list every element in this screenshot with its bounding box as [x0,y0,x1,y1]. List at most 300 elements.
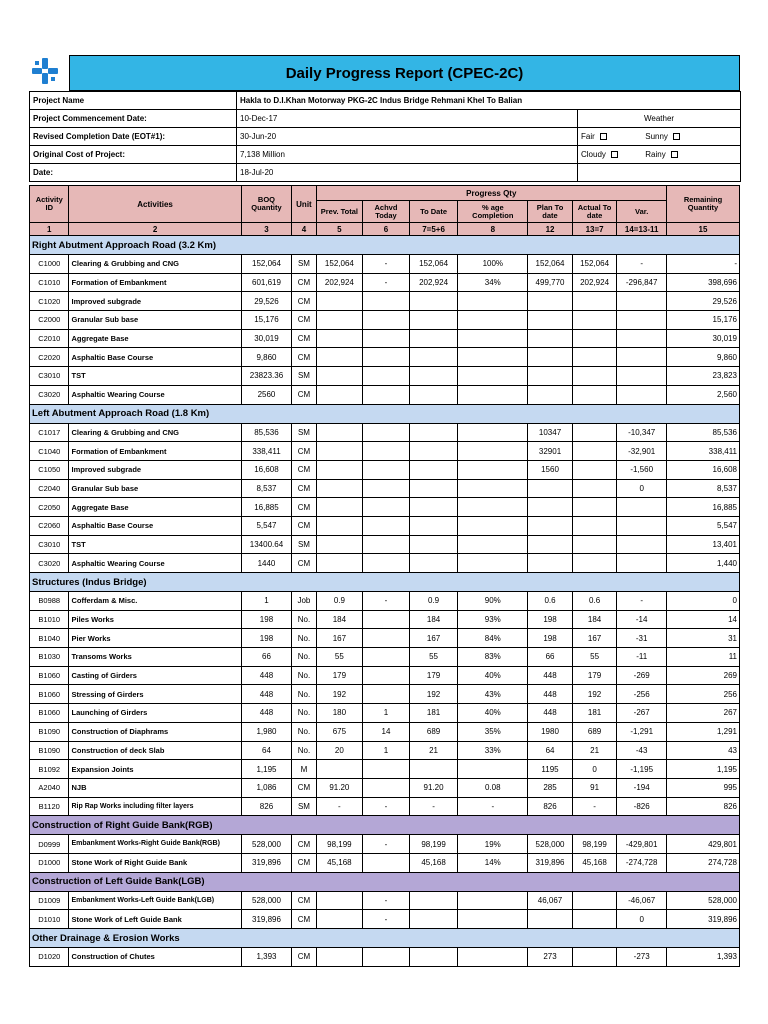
actual-to-date [572,367,617,386]
plan-to-date: 0.6 [528,592,573,611]
remaining-quantity: - [667,255,740,274]
boq-quantity: 66 [241,648,292,667]
variance: -274,728 [617,853,667,872]
actual-to-date [572,442,617,461]
to-date: 202,924 [409,273,458,292]
activity-name: Expansion Joints [69,760,241,779]
boq-quantity: 64 [241,741,292,760]
to-date: 152,064 [409,255,458,274]
actual-to-date: 21 [572,741,617,760]
actual-to-date: - [572,797,617,816]
pct-completion [458,479,528,498]
prev-total: 91.20 [316,778,363,797]
prev-total [316,891,363,910]
plan-to-date [528,910,573,929]
boq-quantity: 16,608 [241,460,292,479]
header-progress-qty: Progress Qty [316,186,666,201]
table-row [30,329,740,348]
section-title: Left Abutment Approach Road (1.8 Km) [30,404,740,423]
boq-quantity: 8,537 [241,479,292,498]
activity-name: Rip Rap Works including filter layers [69,797,241,816]
remaining-quantity: 43 [667,741,740,760]
prev-total: 55 [316,648,363,667]
plan-to-date: 32901 [528,442,573,461]
plan-to-date: 64 [528,741,573,760]
to-date [409,554,458,573]
plan-to-date: 499,770 [528,273,573,292]
table-row [30,648,740,667]
column-number: 2 [69,223,241,236]
to-date [409,948,458,967]
header-actual-to-date: Actual To date [572,201,617,223]
activity-id: C1010 [30,273,69,292]
achvd-today: - [363,835,410,854]
table-row [30,891,740,910]
variance: - [617,592,667,611]
to-date: 21 [409,741,458,760]
variance: -1,291 [617,722,667,741]
remaining-quantity: 13,401 [667,535,740,554]
prev-total [316,311,363,330]
boq-quantity: 13400.64 [241,535,292,554]
achvd-today [363,535,410,554]
unit: CM [292,479,316,498]
actual-to-date: 55 [572,648,617,667]
activity-name: Stone Work of Right Guide Bank [69,853,241,872]
prev-total [316,385,363,404]
plan-to-date [528,348,573,367]
pct-completion [458,329,528,348]
plan-to-date: 448 [528,666,573,685]
header-unit: Unit [292,186,316,223]
unit: CM [292,460,316,479]
pct-completion: 35% [458,722,528,741]
activity-name: Casting of Girders [69,666,241,685]
remaining-quantity: 16,608 [667,460,740,479]
variance [617,554,667,573]
actual-to-date [572,311,617,330]
remaining-quantity: 269 [667,666,740,685]
to-date: 181 [409,704,458,723]
boq-quantity: 2560 [241,385,292,404]
prev-total: 180 [316,704,363,723]
unit: CM [292,853,316,872]
plan-to-date [528,311,573,330]
variance: -1,560 [617,460,667,479]
table-row [30,592,740,611]
unit: CM [292,948,316,967]
activity-name: Asphaltic Base Course [69,516,241,535]
activity-id: B1090 [30,741,69,760]
section-header [30,816,740,835]
activity-name: Asphaltic Wearing Course [69,385,241,404]
unit: No. [292,704,316,723]
achvd-today [363,853,410,872]
variance: 0 [617,910,667,929]
activity-id: C2050 [30,498,69,517]
progress-table [29,185,740,967]
activity-id: C3010 [30,367,69,386]
actual-to-date: 181 [572,704,617,723]
pct-completion: 40% [458,704,528,723]
achvd-today [363,948,410,967]
activity-name: Launching of Girders [69,704,241,723]
to-date [409,423,458,442]
achvd-today: - [363,891,410,910]
unit: CM [292,778,316,797]
prev-total [316,948,363,967]
remaining-quantity: 8,537 [667,479,740,498]
boq-quantity: 1440 [241,554,292,573]
table-row [30,704,740,723]
variance: 0 [617,479,667,498]
prev-total [316,329,363,348]
to-date: 0.9 [409,592,458,611]
pct-completion: 19% [458,835,528,854]
plan-to-date [528,516,573,535]
activity-name: Formation of Embankment [69,273,241,292]
boq-quantity: 319,896 [241,910,292,929]
pct-completion: 90% [458,592,528,611]
checkbox-icon[interactable] [673,133,680,140]
variance: -10,347 [617,423,667,442]
boq-quantity: 448 [241,704,292,723]
variance [617,311,667,330]
checkbox-icon[interactable] [671,151,678,158]
unit: No. [292,741,316,760]
boq-quantity: 16,885 [241,498,292,517]
unit: CM [292,516,316,535]
activity-id: C2060 [30,516,69,535]
activity-id: C1020 [30,292,69,311]
pct-completion: 84% [458,629,528,648]
to-date [409,292,458,311]
remaining-quantity: 338,411 [667,442,740,461]
achvd-today: 14 [363,722,410,741]
achvd-today [363,479,410,498]
prev-total: 20 [316,741,363,760]
to-date [409,329,458,348]
boq-quantity: 528,000 [241,891,292,910]
plan-to-date: 528,000 [528,835,573,854]
variance: -32,901 [617,442,667,461]
column-number: 6 [363,223,410,236]
activity-id: B1060 [30,704,69,723]
activity-id: D1000 [30,853,69,872]
plan-to-date: 319,896 [528,853,573,872]
table-row [30,255,740,274]
remaining-quantity: 429,801 [667,835,740,854]
section-title: Right Abutment Approach Road (3.2 Km) [30,236,740,255]
actual-to-date [572,535,617,554]
to-date: 45,168 [409,853,458,872]
activity-id: C2040 [30,479,69,498]
pct-completion [458,760,528,779]
actual-to-date: 0 [572,760,617,779]
remaining-quantity: 85,536 [667,423,740,442]
activity-id: C3020 [30,385,69,404]
activity-name: Stressing of Girders [69,685,241,704]
actual-to-date: 91 [572,778,617,797]
plan-to-date [528,367,573,386]
column-number-row [30,223,740,236]
activity-id: B1090 [30,722,69,741]
to-date [409,367,458,386]
section-header [30,872,740,891]
remaining-quantity: 31 [667,629,740,648]
prev-total: 179 [316,666,363,685]
activity-id: C3010 [30,535,69,554]
project-name-label: Project Name [30,92,237,110]
activity-name: Formation of Embankment [69,442,241,461]
table-row [30,385,740,404]
boq-quantity: 1,195 [241,760,292,779]
actual-to-date: 179 [572,666,617,685]
to-date [409,311,458,330]
commencement-value: 10-Dec-17 [237,110,578,128]
variance [617,385,667,404]
weather-sunny-option[interactable]: Sunny [645,132,680,141]
section-header [30,404,740,423]
boq-quantity: 1 [241,592,292,611]
achvd-today [363,554,410,573]
to-date [409,385,458,404]
activity-name: Asphaltic Wearing Course [69,554,241,573]
activity-id: B1120 [30,797,69,816]
remaining-quantity: 5,547 [667,516,740,535]
actual-to-date: 152,064 [572,255,617,274]
unit: SM [292,367,316,386]
table-row [30,423,740,442]
boq-quantity: 152,064 [241,255,292,274]
boq-quantity: 198 [241,629,292,648]
variance: -267 [617,704,667,723]
boq-quantity: 448 [241,666,292,685]
activity-id: B1040 [30,629,69,648]
pct-completion [458,891,528,910]
section-title: Structures (Indus Bridge) [30,573,740,592]
unit: No. [292,629,316,648]
activity-id: B1092 [30,760,69,779]
table-row [30,948,740,967]
activity-name: Clearing & Grubbing and CNG [69,255,241,274]
section-header [30,929,740,948]
achvd-today [363,460,410,479]
activity-name: Embankment Works-Right Guide Bank(RGB) [69,835,241,854]
boq-quantity: 198 [241,610,292,629]
section-title: Other Drainage & Erosion Works [30,929,740,948]
actual-to-date [572,910,617,929]
variance: -46,067 [617,891,667,910]
activity-id: C2020 [30,348,69,367]
activity-name: TST [69,535,241,554]
plan-to-date [528,498,573,517]
prev-total: 202,924 [316,273,363,292]
pct-completion: 0.08 [458,778,528,797]
remaining-quantity: 1,195 [667,760,740,779]
to-date [409,460,458,479]
activity-name: Cofferdam & Misc. [69,592,241,611]
table-row [30,666,740,685]
to-date: - [409,797,458,816]
variance: -31 [617,629,667,648]
header-prev-total: Prev. Total [316,201,363,223]
variance: -269 [617,666,667,685]
achvd-today [363,648,410,667]
table-row [30,273,740,292]
prev-total: 45,168 [316,853,363,872]
activity-id: C2010 [30,329,69,348]
activity-name: Aggregate Base [69,329,241,348]
prev-total: 167 [316,629,363,648]
prev-total [316,348,363,367]
achvd-today [363,778,410,797]
variance: -11 [617,648,667,667]
plan-to-date: 198 [528,629,573,648]
remaining-quantity: 1,440 [667,554,740,573]
revised-completion-value: 30-Jun-20 [237,128,578,146]
actual-to-date [572,479,617,498]
prev-total [316,367,363,386]
company-logo [30,56,60,86]
boq-quantity: 5,547 [241,516,292,535]
pct-completion: 40% [458,666,528,685]
unit: CM [292,498,316,517]
table-row [30,685,740,704]
activity-name: Transoms Works [69,648,241,667]
table-row [30,610,740,629]
section-title: Construction of Right Guide Bank(RGB) [30,816,740,835]
actual-to-date [572,385,617,404]
column-number: 1 [30,223,69,236]
table-row [30,516,740,535]
boq-quantity: 601,619 [241,273,292,292]
plan-to-date: 198 [528,610,573,629]
column-number: 15 [667,223,740,236]
variance: -194 [617,778,667,797]
achvd-today [363,685,410,704]
to-date [409,516,458,535]
weather-cloudy-option[interactable]: Cloudy [581,150,643,159]
to-date: 91.20 [409,778,458,797]
table-row [30,853,740,872]
checkbox-icon[interactable] [611,151,618,158]
unit: CM [292,835,316,854]
table-row [30,498,740,517]
remaining-quantity: 256 [667,685,740,704]
actual-to-date [572,554,617,573]
weather-rainy-option[interactable]: Rainy [645,150,677,159]
column-number: 4 [292,223,316,236]
activity-name: Asphaltic Base Course [69,348,241,367]
activity-id: B1030 [30,648,69,667]
actual-to-date [572,498,617,517]
to-date: 184 [409,610,458,629]
checkbox-icon[interactable] [600,133,607,140]
achvd-today [363,423,410,442]
actual-to-date: 689 [572,722,617,741]
table-row [30,629,740,648]
prev-total [316,423,363,442]
prev-total: - [316,797,363,816]
header-pct-completion: % age Completion [458,201,528,223]
actual-to-date: 202,924 [572,273,617,292]
unit: SM [292,423,316,442]
weather-fair-option[interactable]: Fair [581,132,643,141]
prev-total: 192 [316,685,363,704]
variance: -14 [617,610,667,629]
column-number: 13=7 [572,223,617,236]
to-date [409,760,458,779]
column-number: 8 [458,223,528,236]
remaining-quantity: 528,000 [667,891,740,910]
plan-to-date [528,535,573,554]
unit: No. [292,648,316,667]
pct-completion: 83% [458,648,528,667]
prev-total [316,442,363,461]
table-row [30,348,740,367]
boq-quantity: 319,896 [241,853,292,872]
to-date: 167 [409,629,458,648]
to-date [409,535,458,554]
prev-total [316,292,363,311]
weather-row-2 [578,146,741,164]
actual-to-date [572,516,617,535]
prev-total [316,460,363,479]
prev-total [316,479,363,498]
remaining-quantity: 23,823 [667,367,740,386]
variance: - [617,255,667,274]
report-title: Daily Progress Report (CPEC-2C) [69,55,740,91]
activity-name: NJB [69,778,241,797]
variance: -429,801 [617,835,667,854]
prev-total: 152,064 [316,255,363,274]
plan-to-date [528,292,573,311]
to-date [409,348,458,367]
activity-name: Granular Sub base [69,479,241,498]
remaining-quantity: 16,885 [667,498,740,517]
boq-quantity: 30,019 [241,329,292,348]
unit: No. [292,610,316,629]
activity-id: C1050 [30,460,69,479]
table-row [30,835,740,854]
to-date: 192 [409,685,458,704]
column-number: 14=13-11 [617,223,667,236]
achvd-today: 1 [363,741,410,760]
unit: SM [292,255,316,274]
table-row [30,778,740,797]
activity-name: Embankment Works-Left Guide Bank(LGB) [69,891,241,910]
plan-to-date: 1980 [528,722,573,741]
variance [617,516,667,535]
pct-completion [458,423,528,442]
pct-completion: 14% [458,853,528,872]
boq-quantity: 85,536 [241,423,292,442]
table-row [30,311,740,330]
pct-completion: 93% [458,610,528,629]
unit: CM [292,891,316,910]
variance: -1,195 [617,760,667,779]
to-date: 179 [409,666,458,685]
table-row [30,554,740,573]
remaining-quantity: 2,560 [667,385,740,404]
activity-name: Clearing & Grubbing and CNG [69,423,241,442]
pct-completion [458,498,528,517]
revised-completion-label: Revised Completion Date (EOT#1): [30,128,237,146]
plan-to-date: 448 [528,685,573,704]
variance: -43 [617,741,667,760]
column-number: 7=5+6 [409,223,458,236]
